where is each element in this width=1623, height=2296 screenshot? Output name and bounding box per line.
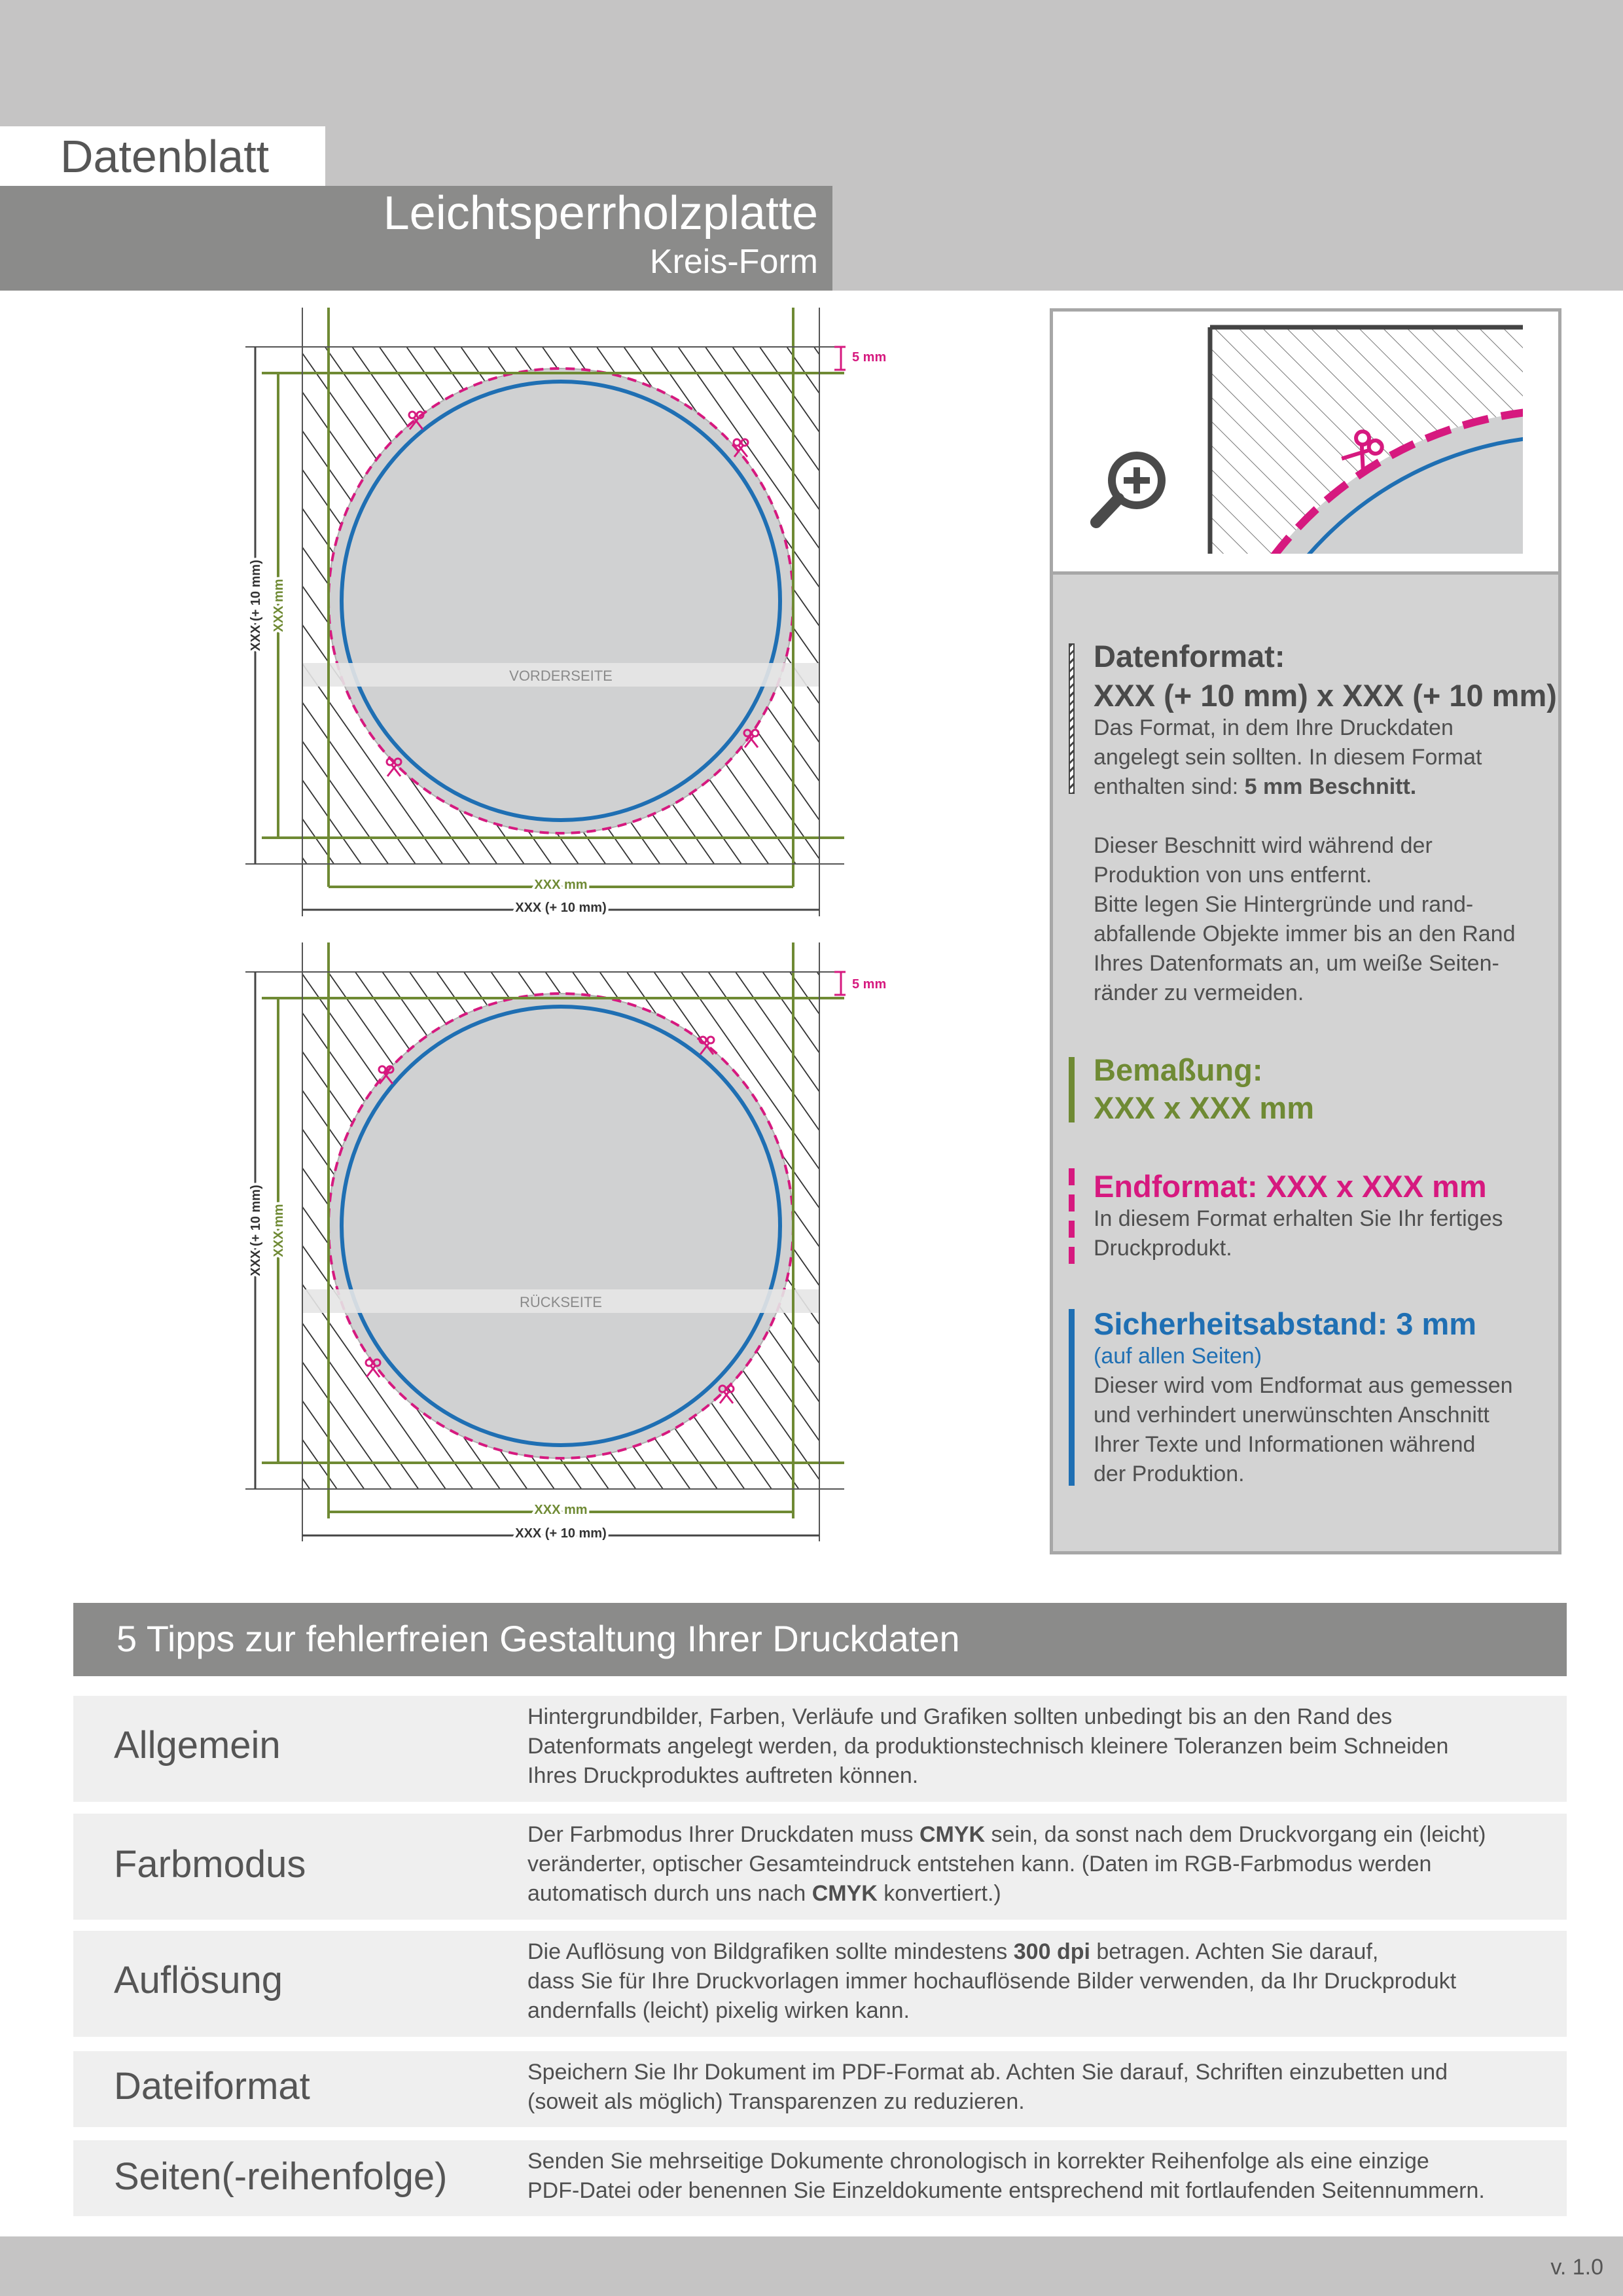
tip-text: Hintergrundbilder, Farben, Verläufe und Grafiken sollten unbedingt bis an den Rand des Datenformats angelegt werden, da produktionstechnisch kleinere Toleranzen beim Schneiden Ihres Druckproduktes auftreten können. [527,1704,1449,1788]
tips-heading-bar [73,1603,1567,1676]
zoom-detail-box [1053,312,1558,575]
version-label: v. 1.0 [1550,2255,1603,2280]
front-diagram [245,308,886,916]
back-outer-width: XXX (+ 10 mm) [515,1526,607,1541]
sicherheit-line-4: der Produktion. [1094,1462,1245,1486]
tip-text: Senden Sie mehrseitige Dokumente chronologisch in korrekter Reihenfolge als eine einzige PDF-Datei oder benennen Sie Einzeldokumente entsprechend mit fortlaufenden Seitennummern. [527,2149,1485,2203]
sicherheit-line-2: und verhindert unerwünschten Anschnitt [1094,1403,1489,1427]
tip-label: Farbmodus [114,1843,306,1886]
sicherheit-title: Sicherheitsabstand: 3 mm [1094,1306,1477,1341]
front-inner-width: XXX mm [534,878,588,892]
datenblatt-label: Datenblatt [60,131,270,182]
datenformat-value: XXX (+ 10 mm) x XXX (+ 10 mm) [1094,678,1557,713]
front-inner-height: XXX mm [272,579,286,632]
bemassung-title: Bemaßung: [1094,1052,1263,1087]
back-end-format [329,994,793,1458]
sicherheit-marker [1069,1309,1075,1486]
front-bleed-label: 5 mm [852,350,887,365]
datenformat-para-line: ränder zu vermeiden. [1094,980,1304,1005]
datenformat-marker [1069,643,1075,794]
product-title: Leichtsperrholzplatte [383,187,818,240]
datenformat-para-line: Produktion von uns entfernt. [1094,863,1372,888]
tip-text: Der Farbmodus Ihrer Druckdaten muss CMYK sein, da sonst nach dem Druckvorgang ein (leicht) veränderter, optischer Gesamteindruck entstehen kann. (Daten im RGB-Farbmodus werden automatisch durch uns nach CMYK konvertiert.) [527,1822,1486,1906]
endformat-marker [1069,1168,1075,1266]
endformat-line-2: Druckprodukt. [1094,1236,1232,1261]
datenformat-title: Datenformat: [1094,639,1285,673]
tip-label: Allgemein [114,1724,281,1767]
tip-label: Seiten(-reihenfolge) [114,2155,448,2198]
zoom-plus-icon [1096,456,1162,522]
shape-subtitle: Kreis-Form [649,243,818,281]
zoom-detail [1197,327,1558,568]
datenformat-line-1: Das Format, in dem Ihre Druckdaten [1094,715,1454,740]
datenformat-para-line: abfallende Objekte immer bis an den Rand [1094,922,1516,946]
tips-heading: 5 Tipps zur fehlerfreien Gestaltung Ihrer Druckdaten [116,1618,960,1659]
sicherheit-line-1: Dieser wird vom Endformat aus gemessen [1094,1373,1513,1398]
tip-seiten [73,2140,1567,2216]
datenformat-line-3: enthalten sind: 5 mm Beschnitt. [1094,774,1417,799]
bemassung-value: XXX x XXX mm [1094,1090,1314,1125]
back-outer-height: XXX (+ 10 mm) [249,1185,263,1276]
bemassung-marker [1069,1057,1075,1122]
datenblatt-tab [0,126,325,187]
footer-band [0,2236,1623,2296]
datenformat-line-2: angelegt sein sollten. In diesem Format [1094,745,1482,770]
tip-dateiformat [73,2051,1567,2127]
back-side-label: RÜCKSEITE [520,1294,602,1310]
front-outer-height: XXX (+ 10 mm) [249,560,263,651]
tip-aufloesung [73,1931,1567,2037]
tip-label: Dateiformat [114,2065,310,2108]
back-inner-width: XXX mm [534,1503,588,1517]
back-diagram [245,942,886,1541]
back-bleed-label: 5 mm [852,977,887,992]
format-diagrams [0,291,1021,1573]
front-end-format [329,368,793,833]
datenformat-para-line: Ihres Datenformats an, um weiße Seiten- [1094,951,1499,976]
tip-text: Speichern Sie Ihr Dokument im PDF-Format ab. Achten Sie darauf, Schriften einzubetten und (soweit als möglich) Transparenzen zu reduzieren. [527,2060,1448,2114]
front-outer-width: XXX (+ 10 mm) [515,901,607,915]
tip-farbmodus [73,1814,1567,1920]
front-side-label: VORDERSEITE [509,668,613,684]
back-inner-height: XXX mm [272,1204,286,1257]
endformat-line-1: In diesem Format erhalten Sie Ihr fertiges [1094,1206,1503,1231]
tip-text: Die Auflösung von Bildgrafiken sollte mindestens 300 dpi betragen. Achten Sie darauf, dass Sie für Ihre Druckvorlagen immer hochauflösende Bilder verwenden, da Ihr Druckprodukt andernfalls (leicht) pixelig wirken kann. [527,1939,1457,2023]
datenformat-para-line: Bitte legen Sie Hintergründe und rand- [1094,892,1474,917]
datenformat-para-line: Dieser Beschnitt wird während der [1094,833,1433,858]
sicherheit-line-3: Ihrer Texte und Informationen während [1094,1432,1476,1457]
sicherheit-subtitle: (auf allen Seiten) [1094,1344,1262,1369]
tip-label: Auflösung [114,1959,283,2001]
endformat-title: Endformat: XXX x XXX mm [1094,1169,1487,1204]
tip-allgemein [73,1696,1567,1802]
